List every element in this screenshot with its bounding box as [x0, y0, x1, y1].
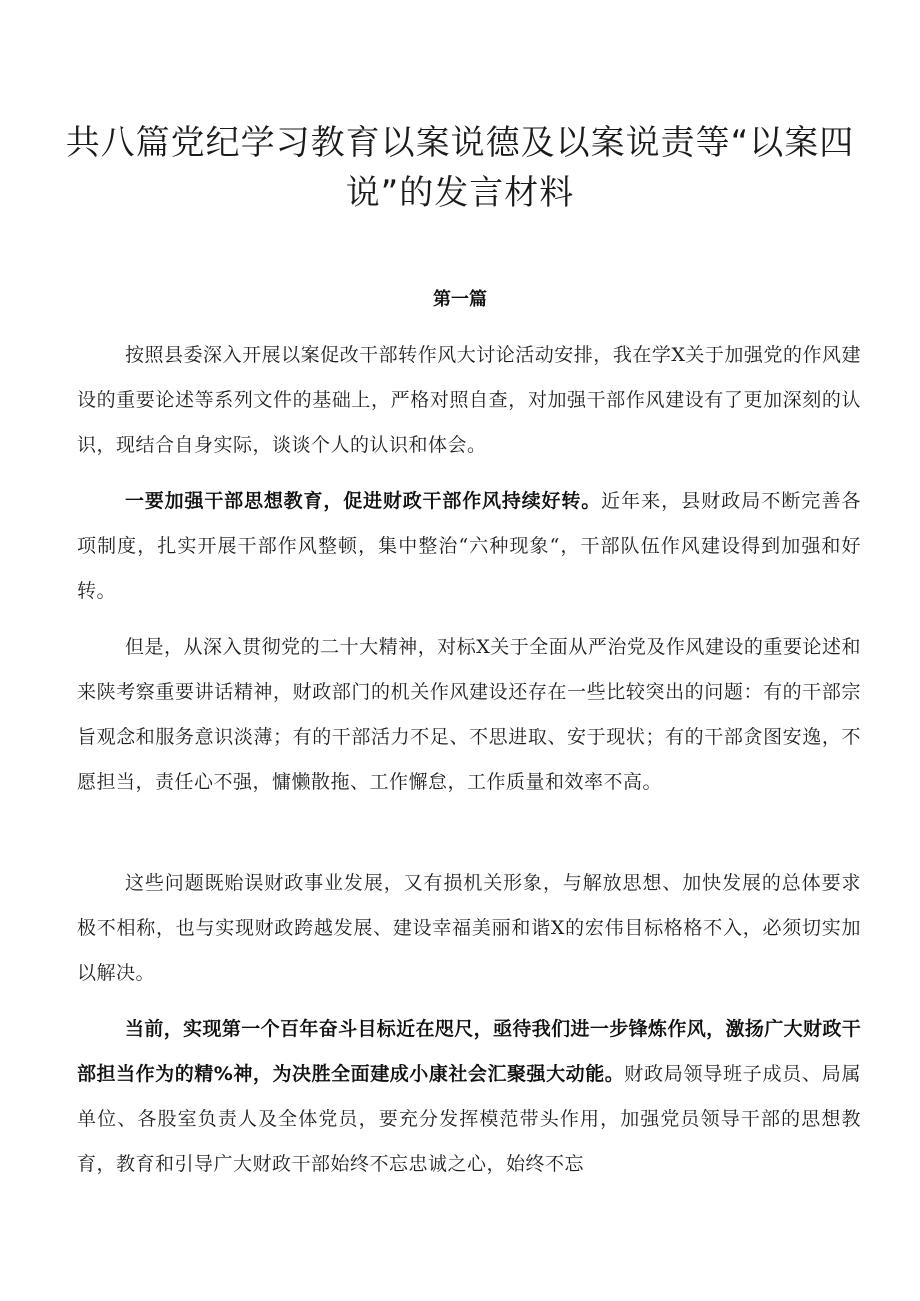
paragraph-2 — [77, 479, 861, 614]
paragraph-2-lead: 一要加强干部思想教育，促进财政干部作风持续好转。 — [125, 490, 602, 512]
paragraph-2-text: 近年来，县财政局不断完善各项制度，扎实开展干部作风整顿，集中整治“六种现象“，干部队伍作风建设得到加强和好转。 — [77, 490, 861, 602]
paragraph-4 — [77, 861, 861, 996]
paragraph-1 — [77, 333, 861, 468]
paragraph-1-text: 按照县委深入开展以案促改干部转作风大讨论活动安排，我在学X关于加强党的作风建设的重要论述等系列文件的基础上，严格对照自查，对加强干部作风建设有了更加深刻的认识，现结合自身实际，谈谈个人的认识和体会。 — [77, 344, 861, 456]
paragraph-5-lead: 当前，实现第一个百年奋斗目标近在咫尺，亟待我们进一步锋炼作风，激扬广大财政干部担当作为的精%神，为决胜全面建成小康社会汇聚强大动能。 — [77, 1018, 861, 1085]
paragraph-3 — [77, 625, 861, 805]
paragraph-5 — [77, 1007, 861, 1187]
section-heading: 第一篇 — [433, 289, 487, 310]
paragraph-3-text: 但是，从深入贯彻党的二十大精神，对标X关于全面从严治党及作风建设的重要论述和来陕考察重要讲话精神，财政部门的机关作风建设还存在一些比较突出的问题：有的干部宗旨观念和服务意识淡薄；有的干部活力不足、不思进取、安于现状；有的干部贪图安逸，不愿担当，责任心不强，慵懒散拖、工作懈怠，工作质量和效率不高。 — [77, 636, 861, 793]
paragraph-4-text: 这些问题既贻误财政事业发展，又有损机关形象，与解放思想、加快发展的总体要求极不相称，也与实现财政跨越发展、建设幸福美丽和谐X的宏伟目标格格不入，必须切实加以解决。 — [77, 872, 861, 984]
document-title: 共八篇党纪学习教育以案说德及以案说责等“以案四说”的发言材料 — [65, 123, 855, 213]
paragraph-5-text: 财政局领导班子成员、局属单位、各股室负责人及全体党员，要充分发挥模范带头作用，加强党员领导干部的思想教育，教育和引导广大财政干部始终不忘忠诚之心，始终不忘 — [77, 1063, 861, 1175]
